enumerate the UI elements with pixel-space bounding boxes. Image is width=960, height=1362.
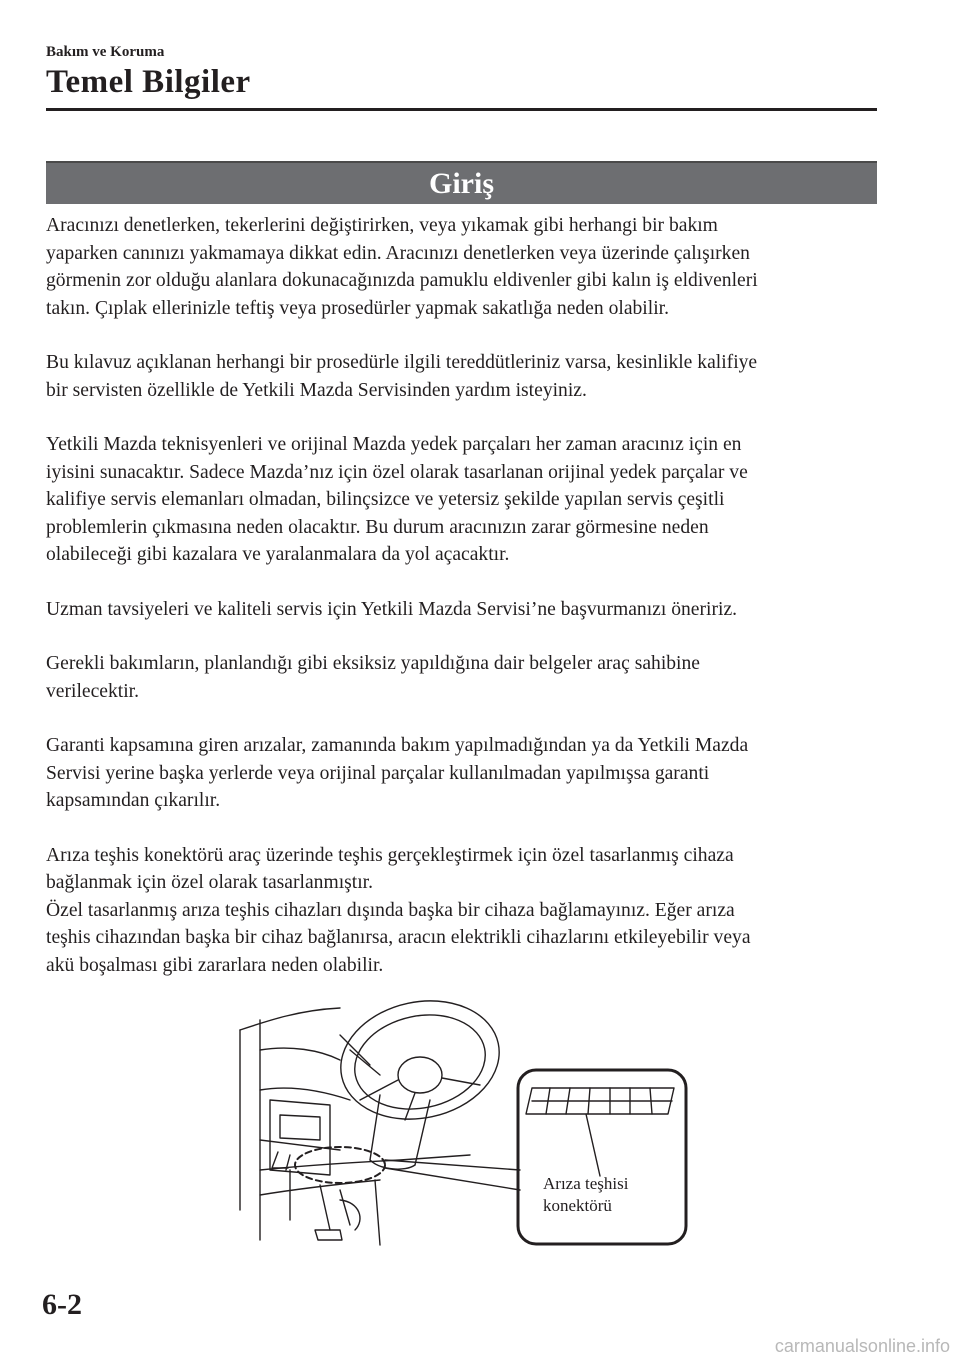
page-number: 6-2 [42, 1288, 82, 1321]
callout-line: Arıza teşhisi [543, 1174, 629, 1193]
text-line: teşhis cihazından başka bir cihaz bağlanırsa, aracın elektrikli cihazlarını etkileyebilir veya [46, 927, 751, 948]
text-line: olabileceği gibi kazalara ve yaralanmalara da yol açacaktır. [46, 544, 510, 565]
header-divider [46, 108, 877, 111]
text-line: Gerekli bakımların, planlandığı gibi eksiksiz yapıldığına dair belgeler araç sahibine [46, 653, 700, 674]
paragraph [46, 842, 881, 980]
text-line: bağlanmak için özel olarak tasarlanmıştır. [46, 872, 373, 893]
dashboard-illustration [230, 990, 700, 1250]
paragraph [46, 732, 881, 815]
text-line: yaparken canınızı yakmamaya dikkat edin. Aracınızı denetlerken veya üzerinde çalışırken [46, 242, 750, 264]
section-name: Bakım ve Koruma [46, 44, 165, 60]
banner-title: Giriş [429, 167, 494, 200]
text-line: Bu kılavuz açıklanan herhangi bir prosedürle ilgili tereddütleriniz varsa, kesinlikle kalifiye [46, 352, 758, 373]
text-line: Arıza teşhis konektörü araç üzerinde teşhis gerçekleştirmek için özel tasarlanmış cihaza [46, 844, 734, 866]
dashboard-drawing [230, 990, 700, 1250]
callout-line: konektörü [543, 1196, 612, 1215]
text-line: bir servisten özellikle de Yetkili Mazda Servisinden yardım isteyiniz. [46, 379, 587, 401]
text-line: Yetkili Mazda teknisyenleri ve orijinal Mazda yedek parçaları her zaman aracınız için en [46, 434, 742, 455]
paragraph [46, 349, 881, 404]
text-line: problemlerin çıkmasına neden olacaktır. Bu durum aracınızın zarar görmesine neden [46, 516, 709, 538]
watermark: carmanualsonline.info [774, 1336, 950, 1356]
connector-callout-label [543, 1173, 628, 1217]
text-line: Aracınızı denetlerken, tekerlerini değiştirirken, veya yıkamak gibi herhangi bir bakım [46, 215, 718, 236]
body-text [46, 212, 881, 1006]
section-banner [46, 161, 877, 204]
paragraph [46, 212, 881, 322]
text-line: takın. Çıplak ellerinizle teftiş veya prosedürler yapmak sakatlığa neden olabilir. [46, 297, 669, 319]
text-line: Servisi yerine başka yerlerde veya orijinal parçalar kullanılmadan yapılmışsa garanti [46, 762, 710, 784]
text-line: görmenin zor olduğu alanlara dokunacağınızda pamuklu eldivenler gibi kalın iş eldivenleri [46, 270, 758, 291]
text-line: Garanti kapsamına giren arızalar, zamanında bakım yapılmadığından ya da Yetkili Mazda [46, 735, 749, 756]
paragraph [46, 596, 881, 624]
paragraph [46, 650, 881, 705]
text-line: kalifiye servis elemanları olmadan, bilinçsizce ve yetersiz şekilde yapılan servis çeşitli [46, 489, 725, 510]
text-line: Uzman tavsiyeleri ve kaliteli servis için Yetkili Mazda Servisi’ne başvurmanızı öneririz. [46, 598, 738, 620]
text-line: iyisini sunacaktır. Sadece Mazda’nız için özel olarak tasarlanan orijinal yedek parçalar ve [46, 461, 748, 483]
paragraph [46, 431, 881, 569]
text-line: akü boşalması gibi zararlara neden olabilir. [46, 954, 384, 976]
text-line: Özel tasarlanmış arıza teşhis cihazları dışında başka bir cihaza bağlamayınız. Eğer arıza [46, 899, 735, 921]
page-title: Temel Bilgiler [46, 64, 251, 100]
text-line: kapsamından çıkarılır. [46, 790, 221, 811]
text-line: verilecektir. [46, 680, 140, 702]
